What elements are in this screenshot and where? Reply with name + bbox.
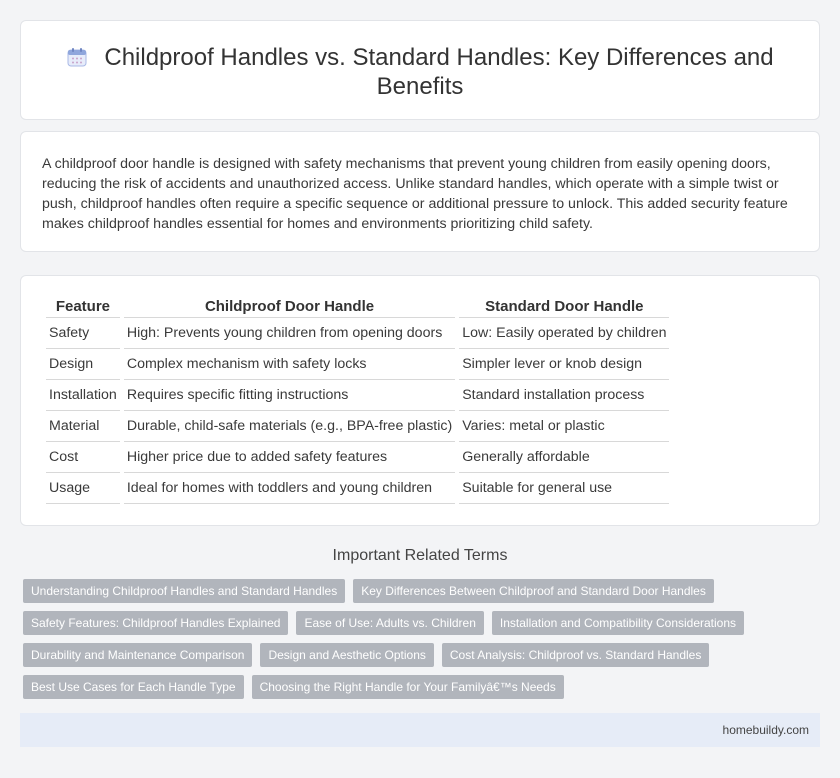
calendar-icon: [66, 46, 88, 68]
comparison-table: [42, 296, 673, 504]
column-header-standard: Standard Door Handle: [459, 296, 669, 318]
related-term-link[interactable]: Installation and Compatibility Considerations: [492, 611, 744, 635]
footer-bar: [20, 713, 820, 747]
related-term-link[interactable]: Best Use Cases for Each Handle Type: [23, 675, 244, 699]
related-term-link[interactable]: Design and Aesthetic Options: [260, 643, 433, 667]
related-term-link[interactable]: Ease of Use: Adults vs. Children: [296, 611, 483, 635]
table-cell: Material: [46, 411, 120, 442]
table-cell: Requires specific fitting instructions: [124, 380, 455, 411]
tag-row: [23, 611, 813, 635]
table-cell: Safety: [46, 318, 120, 349]
table-row: [46, 318, 669, 349]
table-cell: Generally affordable: [459, 442, 669, 473]
table-cell: Standard installation process: [459, 380, 669, 411]
tag-row: [23, 675, 813, 699]
table-cell: Suitable for general use: [459, 473, 669, 504]
intro-paragraph: A childproof door handle is designed with safety mechanisms that prevent young children from easily opening doors, reducing the risk of accidents and unauthorized access. Unlike standard handles, which operate with a simple twist or push, childproof handles often require a specific sequence or additional pressure to unlock. This added security feature makes childproof handles essential for homes and environments prioritizing child safety.: [42, 156, 788, 232]
table-cell: Durable, child-safe materials (e.g., BPA-free plastic): [124, 411, 455, 442]
comparison-card: [20, 275, 820, 526]
related-term-link[interactable]: Key Differences Between Childproof and Standard Door Handles: [353, 579, 714, 603]
tag-row: [23, 643, 813, 667]
table-cell: Complex mechanism with safety locks: [124, 349, 455, 380]
intro-card: [20, 131, 820, 252]
table-row: [46, 473, 669, 504]
table-row: [46, 380, 669, 411]
column-header-feature: Feature: [46, 296, 120, 318]
table-cell: Varies: metal or plastic: [459, 411, 669, 442]
table-cell: Design: [46, 349, 120, 380]
tag-row: [23, 579, 813, 603]
table-cell: Simpler lever or knob design: [459, 349, 669, 380]
related-terms: [23, 579, 813, 707]
related-term-link[interactable]: Safety Features: Childproof Handles Explained: [23, 611, 288, 635]
page-title: Childproof Handles vs. Standard Handles: Key Differences and Benefits: [104, 44, 774, 100]
related-term-link[interactable]: Understanding Childproof Handles and Standard Handles: [23, 579, 345, 603]
table-cell: Installation: [46, 380, 120, 411]
related-term-link[interactable]: Cost Analysis: Childproof vs. Standard Handles: [442, 643, 709, 667]
column-header-childproof: Childproof Door Handle: [124, 296, 455, 318]
table-row: [46, 349, 669, 380]
related-term-link[interactable]: Choosing the Right Handle for Your Familyâ€™s Needs: [252, 675, 564, 699]
table-row: [46, 442, 669, 473]
table-header-row: [46, 296, 669, 318]
footer-site-name: homebuildy.com: [722, 723, 809, 737]
related-terms-heading: Important Related Terms: [332, 547, 508, 564]
table-cell: High: Prevents young children from opening doors: [124, 318, 455, 349]
table-cell: Low: Easily operated by children: [459, 318, 669, 349]
table-cell: Cost: [46, 442, 120, 473]
title-card: [20, 20, 820, 120]
related-term-link[interactable]: Durability and Maintenance Comparison: [23, 643, 252, 667]
table-cell: Higher price due to added safety features: [124, 442, 455, 473]
table-row: [46, 411, 669, 442]
table-cell: Ideal for homes with toddlers and young children: [124, 473, 455, 504]
page-title-row: [21, 43, 819, 101]
table-cell: Usage: [46, 473, 120, 504]
